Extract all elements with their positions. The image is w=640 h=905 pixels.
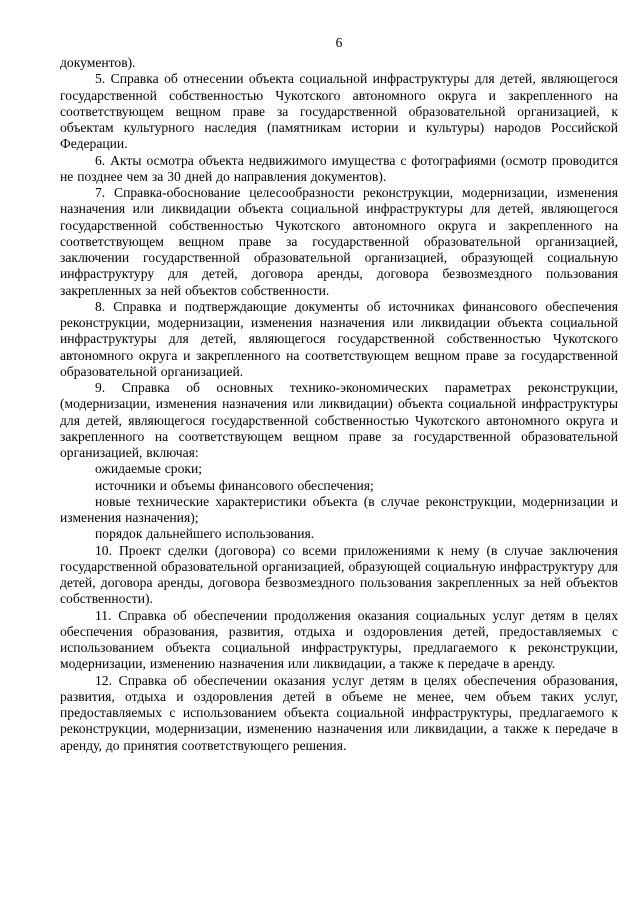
paragraph-item-9: 9. Справка об основных технико-экономических параметрах реконструкции, (модернизации, изменения назначения или ликвидации) объекта социальной инфраструктуры для детей, являющегося государственной собственностью Чукотского автономного округа и закрепленного на соответствующем вещном праве за государственной образовательной организацией, включая: bbox=[60, 380, 618, 460]
paragraph-item-10: 10. Проект сделки (договора) со всеми приложениями к нему (в случае заключения государственной образовательной организацией, образующей социальную инфраструктуру для детей, договора аренды, договора безвозмездного пользования закрепленных за ней объектов собственности). bbox=[60, 542, 618, 607]
paragraph-item-9-sub-1: ожидаемые сроки; bbox=[95, 461, 203, 477]
paragraph-continuation: документов). bbox=[60, 55, 136, 70]
paragraph-item-11: 11. Справка об обеспечении продолжения оказания социальных услуг детям в целях обеспечения образования, развития, отдыха и оздоровления детей, предоставляемых с использованием объекта социальной инфраструктуры, предлагаемого к реконструкции, модернизации, изменению назначения или ликвидации, а также к передаче в аренду. bbox=[60, 607, 618, 672]
paragraph-item-9-sub-3: новые технические характеристики объекта (в случае реконструкции, модернизации и изменения назначения); bbox=[60, 493, 618, 525]
page-number: 6 bbox=[335, 35, 343, 50]
paragraph-item-5: 5. Справка об отнесении объекта социальной инфраструктуры для детей, являющегося государственной собственностью Чукотского автономного округа и закрепленного на соответствующем вещном праве за государственной образовательной организацией, к объектам культурного наследия (памятникам истории и культуры) народов Российской Федерации. bbox=[60, 71, 618, 152]
paragraph-item-12: 12. Справка об обеспечении оказания услуг детям в целях обеспечения образования, развития, отдыха и оздоровления детей в объеме не менее, чем объем таких услуг, предоставляемых с использованием объекта социальной инфраструктуры, предлагаемого к реконструкции, модернизации, изменению назначения или ликвидации, а также к передаче в аренду, до принятия соответствующего решения. bbox=[60, 672, 618, 753]
paragraph-item-7: 7. Справка-обоснование целесообразности реконструкции, модернизации, изменения назначения или ликвидации объекта социальной инфраструктуры для детей, являющегося государственной собственностью Чукотского автономного округа и закрепленного на соответствующем вещном праве за государственной образовательной организацией, заключении государственной образовательной организацией, образующей социальную инфраструктуру для детей, договора аренды, договора безвозмездного пользования закрепленных за ней объектов собственности. bbox=[60, 185, 618, 298]
paragraph-item-9-sub-2: источники и объемы финансового обеспечения; bbox=[95, 477, 374, 493]
paragraph-item-9-sub-4: порядок дальнейшего использования. bbox=[95, 526, 315, 542]
document-body bbox=[60, 55, 618, 754]
paragraph-item-8: 8. Справка и подтверждающие документы об источниках финансового обеспечения реконструкции, модернизации, изменения назначения или ликвидации объекта социальной инфраструктуры для детей, являющегося государственной собственностью Чукотского автономного округа и закрепленного на соответствующем вещном праве за государственной образовательной организацией. bbox=[60, 298, 618, 379]
paragraph-item-6: 6. Акты осмотра объекта недвижимого имущества с фотографиями (осмотр проводится не позднее чем за 30 дней до направления документов). bbox=[60, 152, 618, 184]
